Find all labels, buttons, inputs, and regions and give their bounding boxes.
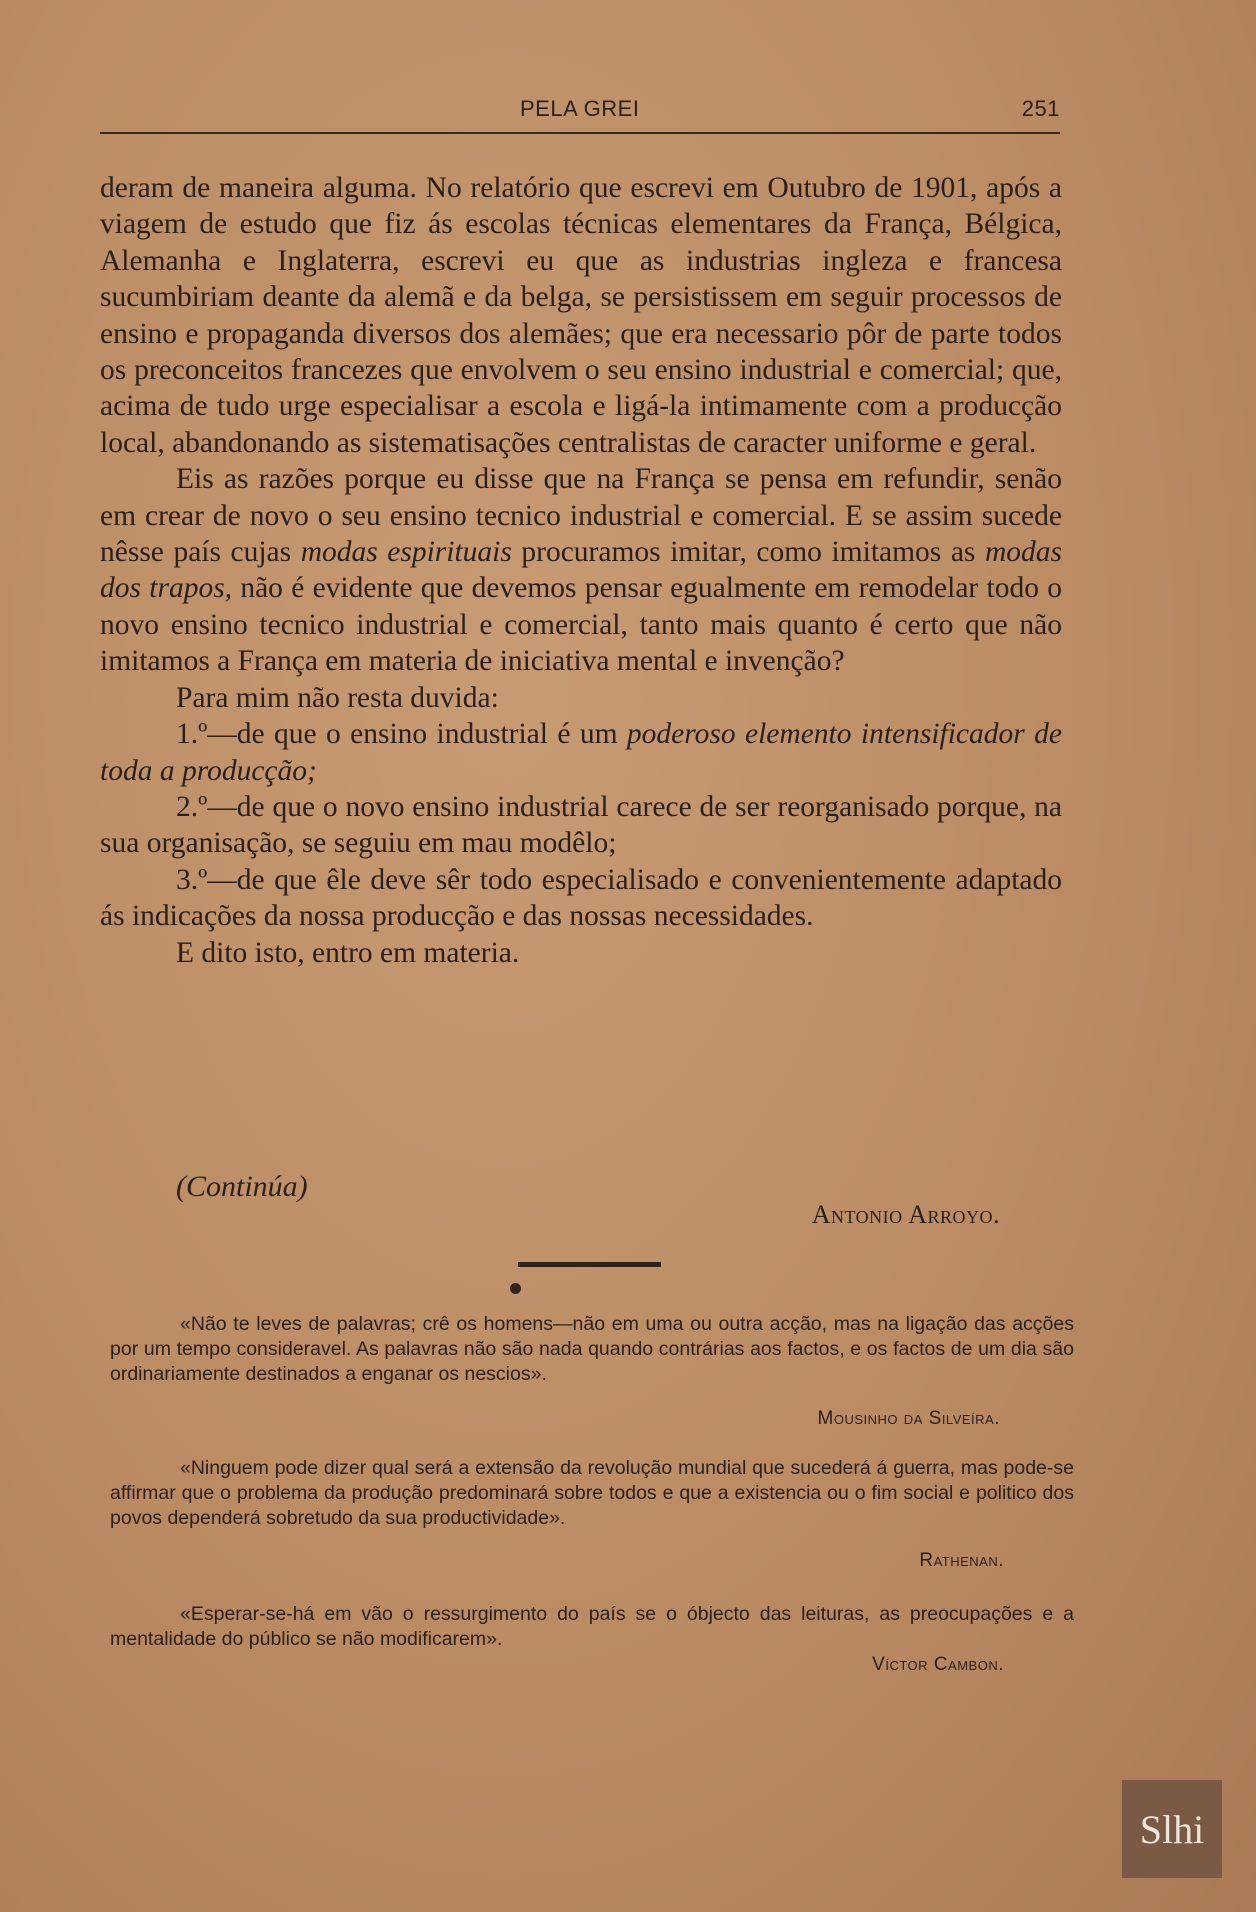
section-divider xyxy=(518,1262,661,1267)
quote-2 xyxy=(110,1456,1074,1531)
quote-3 xyxy=(110,1602,1074,1652)
article-body xyxy=(100,170,1062,971)
paragraph-2-text-b: procuramos imitar, como imitamos as xyxy=(511,536,985,569)
continued-note: (Continúa) xyxy=(176,1170,308,1203)
divider-dot xyxy=(510,1283,521,1294)
paragraph-4-text: 1.º—de que o ensino industrial é um xyxy=(176,718,627,751)
paragraph-6: 3.º—de que êle deve sêr todo especialisado e convenientemente adaptado ás indicações da nossa producção e das nossas necessidades. xyxy=(100,863,1062,933)
paragraph-5: 2.º—de que o novo ensino industrial carece de ser reorganisado porque, na sua organisação, se seguiu em mau modêlo; xyxy=(100,790,1062,860)
quote-2-author: Rathenan. xyxy=(919,1550,1004,1571)
paragraph-4-italic: poderoso elemento intensificador de toda a producção; xyxy=(100,718,1062,787)
paragraph-1: deram de maneira alguma. No relatório que escrevi em Outubro de 1901, após a viagem de estudo que fiz ás escolas técnicas elementares da França, Bélgica, Alemanha e Inglaterra, escrevi eu que as industrias ingleza e francesa sucumbiriam deante da alemã e da belga, se persistissem em seguir processos de ensino e propaganda diversos dos alemães; que era necessario pôr de parte todos os preconceitos francezes que envolvem o seu ensino industrial e comercial; que, acima de tudo urge especialisar a escola e ligá-la intimamente com a producção local, abandonando as sistematisações centralistas de caracter uniforme e geral. xyxy=(100,172,1062,459)
paragraph-2-italic-2: modas dos trapos, xyxy=(100,536,1063,605)
paragraph-2 xyxy=(100,461,1062,679)
library-logo-text: Slhi xyxy=(1139,1806,1205,1852)
paragraph-2-text-c: não é evidente que devemos pensar egualmente em remodelar todo o novo ensino tecnico industrial e comercial, tanto mais quanto é certo que não imitamos a França em materia de iniciativa mental e invenção? xyxy=(100,572,1062,678)
quote-1-author: Mousinho da Silveíra. xyxy=(817,1408,1000,1429)
quote-2-text: «Ninguem pode dizer qual será a extensão da revolução mundial que sucederá á guerra, mas pode-se affirmar que o problema da produção predominará sobre todos e que a existencia ou o fim social e politico dos povos dependerá sobretudo da sua productividade». xyxy=(110,1457,1074,1529)
page-header xyxy=(100,92,1060,132)
quote-3-text: «Esperar-se-há em vão o ressurgimento do país se o óbjecto das leituras, as preocupações e a mentalidade do público se não modificarem». xyxy=(110,1603,1074,1650)
header-rule xyxy=(100,132,1060,134)
paragraph-4 xyxy=(100,716,1062,789)
running-title: PELA GREI xyxy=(520,96,640,121)
library-logo xyxy=(1122,1780,1222,1878)
quote-1-text: «Não te leves de palavras; crê os homens—não em uma ou outra acção, mas na ligação das acções por um tempo consideravel. As palavras não são nada quando contrárias aos factos, e os factos de um dia são ordinariamente destinados a enganar os nescios». xyxy=(110,1313,1074,1385)
page-number: 251 xyxy=(1021,96,1060,121)
quote-1 xyxy=(110,1312,1074,1387)
paragraph-2-italic-1: modas espirituais xyxy=(300,536,512,569)
quote-3-author: Víctor Cambon. xyxy=(872,1654,1004,1675)
paragraph-2-text-a: Eis as razões porque eu disse que na França se pensa em refundir, senão em crear de novo o seu ensino tecnico industrial e comercial. E se assim sucede nêsse país cujas xyxy=(100,463,1062,569)
paragraph-7: E dito isto, entro em materia. xyxy=(176,936,520,969)
author-signature: Antonio Arroyo. xyxy=(811,1200,1000,1229)
paragraph-3: Para mim não resta duvida: xyxy=(176,681,499,714)
